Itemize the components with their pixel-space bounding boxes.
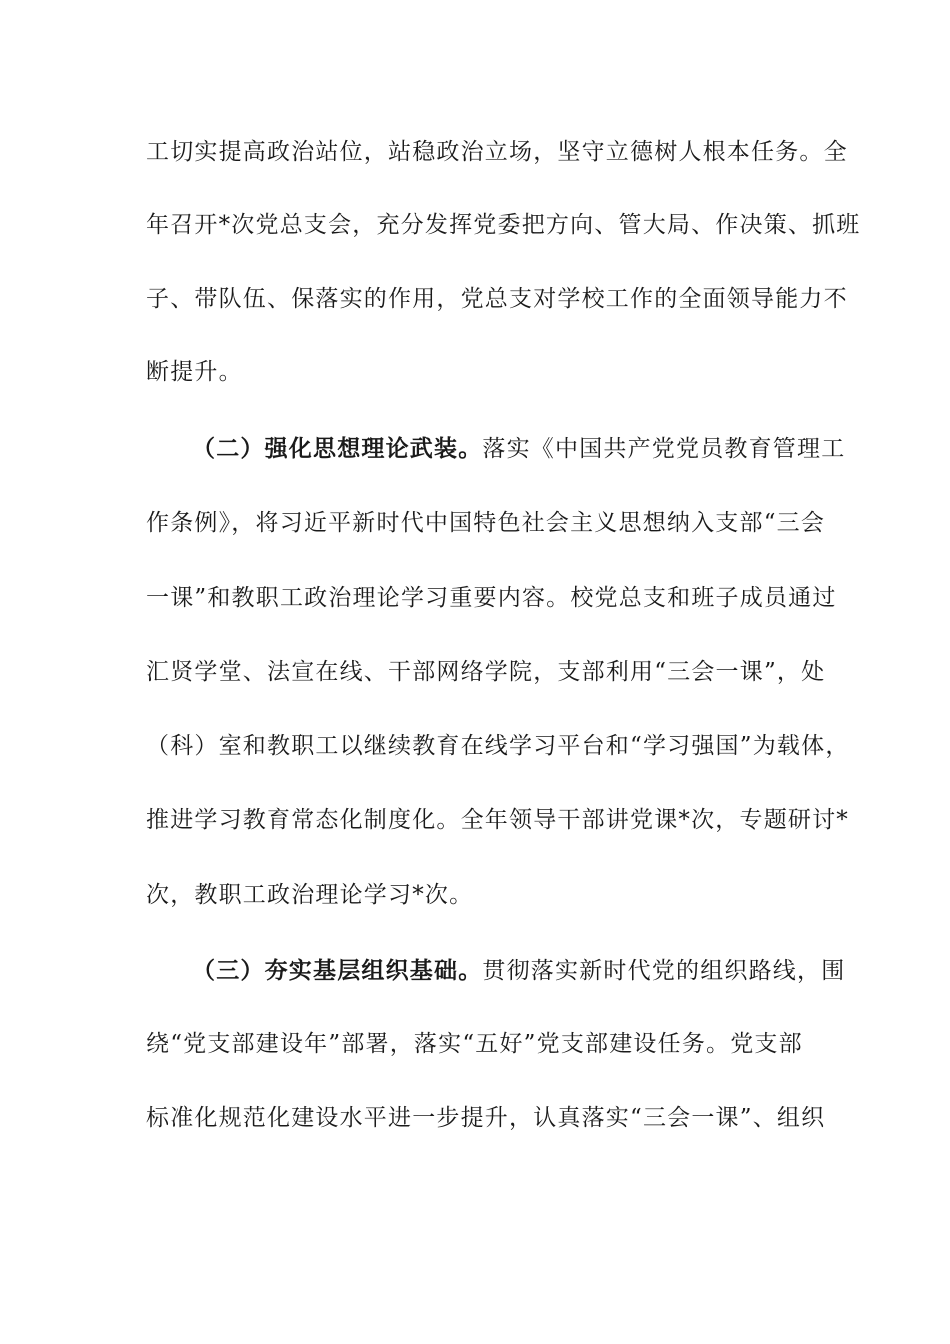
paragraph-3-line-2: 绕“党支部建设年”部署，落实“五好”党支部建设任务。党支部 [146,1031,803,1057]
paragraph-2-line-3: 一课”和教职工政治理论学习重要内容。校党总支和班子成员通过 [146,585,837,611]
paragraph-1-line-3: 子、带队伍、保落实的作用，党总支对学校工作的全面领导能力不 [146,286,848,312]
paragraph-1-line-1: 工切实提高政治站位，站稳政治立场，坚守立德树人根本任务。全 [146,139,848,165]
paragraph-2-line-1 [192,434,852,464]
paragraph-2-line-4: 汇贤学堂、法宣在线、干部网络学院，支部利用“三会一课”，处 [146,659,826,685]
paragraph-2-line-2: 作条例》，将习近平新时代中国特色社会主义思想纳入支部“三会 [146,510,826,536]
paragraph-2-line-7: 次，教职工政治理论学习*次。 [146,882,474,908]
paragraph-2-heading: （二）强化思想理论武装。 [192,435,483,462]
paragraph-3-line-3: 标准化规范化建设水平进一步提升，认真落实“三会一课”、组织 [146,1105,826,1131]
paragraph-1-line-4: 断提升。 [146,359,243,385]
paragraph-2-line-6: 推进学习教育常态化制度化。全年领导干部讲党课*次，专题研讨* [146,807,849,833]
paragraph-3-heading: （三）夯实基层组织基础。 [192,957,483,984]
paragraph-2-line-5: （科）室和教职工以继续教育在线学习平台和“学习强国”为载体， [146,733,850,759]
paragraph-2-line-1-text: 落实《中国共产党党员教育管理工 [482,436,846,462]
paragraph-3-line-1 [192,956,852,986]
paragraph-1-line-2: 年召开*次党总支会，充分发挥党委把方向、管大局、作决策、抓班 [146,212,861,238]
paragraph-3-line-1-text: 贯彻落实新时代党的组织路线，围 [482,958,846,984]
